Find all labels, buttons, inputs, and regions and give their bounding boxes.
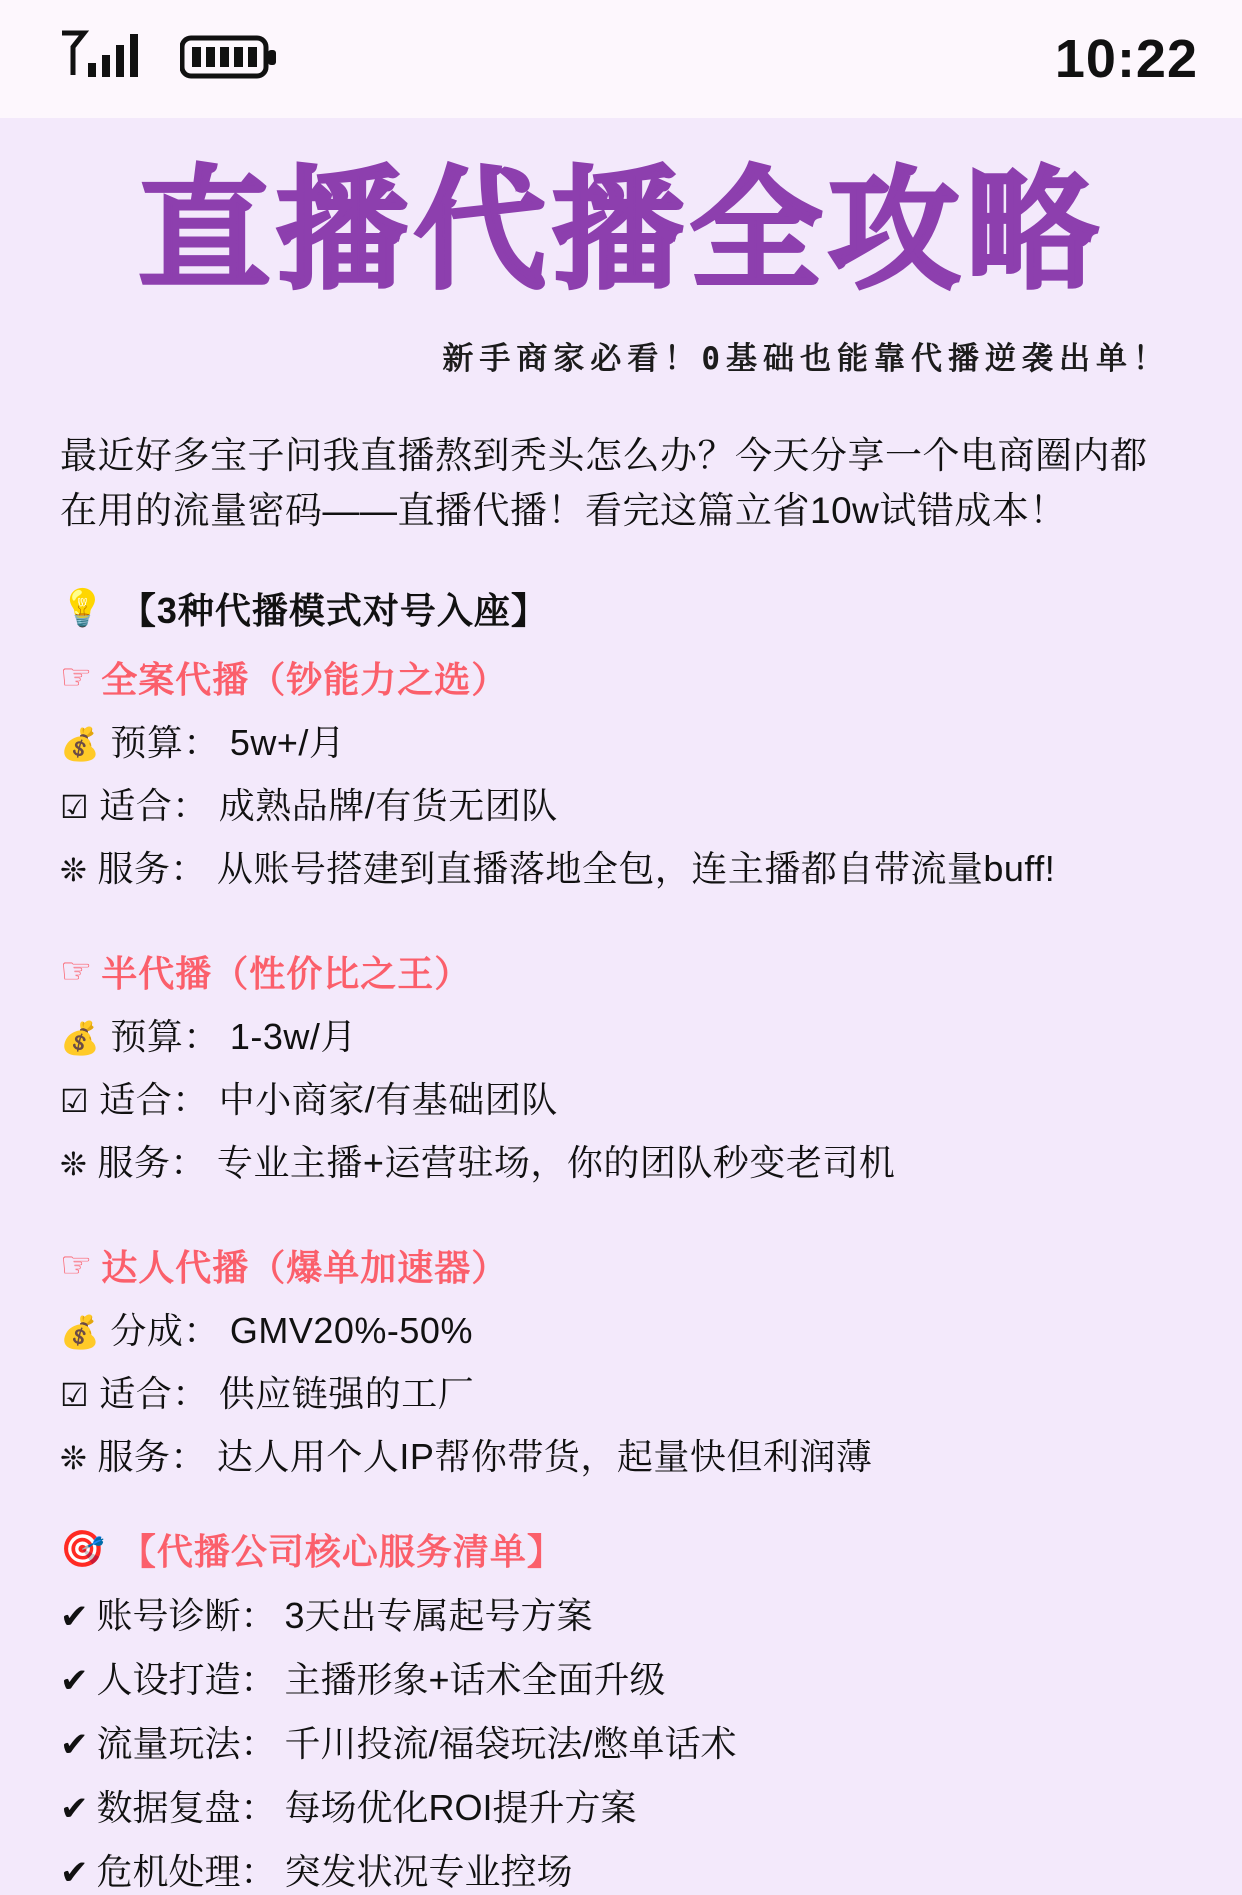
- lightbulb-icon: 💡: [60, 588, 106, 630]
- mode-title: [60, 652, 1182, 703]
- service-item: [60, 1652, 1182, 1703]
- check-box-icon: ☑: [60, 787, 90, 826]
- row-value: 中小商家/有基础团队: [218, 1078, 558, 1120]
- mode-title-text: 全案代播（钞能力之选）: [101, 658, 509, 700]
- service-value: 突发状况专业控场: [284, 1850, 573, 1892]
- service-label: 流量玩法：: [96, 1722, 277, 1764]
- check-box-icon: ☑: [60, 1081, 90, 1120]
- signal-bars-icon: [60, 29, 146, 90]
- mode-row-budget: [60, 715, 1182, 766]
- service-label: 账号诊断：: [96, 1594, 277, 1636]
- service-item: [60, 1780, 1182, 1831]
- modes-heading-text: 【3种代播模式对号入座】: [119, 589, 548, 631]
- sparkle-icon: ❊: [60, 850, 88, 889]
- row-value: 从账号搭建到直播落地全包，连主播都自带流量buff!: [216, 847, 1056, 889]
- mode-item: [60, 946, 1182, 1186]
- row-value: 5w+/月: [229, 721, 346, 763]
- mode-row-share: [60, 1303, 1182, 1354]
- target-icon: 🎯: [60, 1529, 106, 1571]
- service-label: 人设打造：: [96, 1658, 277, 1700]
- modes-section: [60, 583, 1182, 1480]
- row-label: 适合：: [99, 1078, 209, 1120]
- check-mark-icon: ✔: [60, 1661, 89, 1700]
- battery-full-icon: [180, 32, 278, 87]
- services-section-heading: [60, 1524, 1182, 1575]
- mode-title-text: 半代播（性价比之王）: [101, 952, 472, 994]
- pointing-hand-icon: ☞: [60, 1244, 94, 1286]
- service-value: 每场优化ROI提升方案: [284, 1786, 637, 1828]
- money-bag-icon: 💰: [60, 724, 101, 763]
- row-value: GMV20%-50%: [229, 1309, 473, 1351]
- check-mark-icon: ✔: [60, 1597, 89, 1636]
- row-value: 成熟品牌/有货无团队: [218, 784, 558, 826]
- service-value: 千川投流/福袋玩法/憋单话术: [284, 1722, 737, 1764]
- row-value: 供应链强的工厂: [218, 1372, 475, 1414]
- mode-row-budget: [60, 1009, 1182, 1060]
- row-value: 1-3w/月: [229, 1015, 357, 1057]
- pointing-hand-icon: ☞: [60, 656, 94, 698]
- pointing-hand-icon: ☞: [60, 950, 94, 992]
- service-value: 主播形象+话术全面升级: [284, 1658, 666, 1700]
- service-label: 数据复盘：: [96, 1786, 277, 1828]
- page-subtitle: 新手商家必看！0基础也能靠代播逆袭出单！: [442, 340, 1170, 377]
- mode-row-fit: [60, 1366, 1182, 1417]
- mode-row-service: [60, 1429, 1182, 1480]
- check-box-icon: ☑: [60, 1375, 90, 1414]
- money-bag-icon: 💰: [60, 1312, 101, 1351]
- service-label: 危机处理：: [96, 1850, 277, 1892]
- page-title: 直播代播全攻略: [138, 154, 1104, 308]
- row-label: 适合：: [99, 1372, 209, 1414]
- status-bar-time: 10:22: [1054, 29, 1198, 89]
- row-label: 适合：: [99, 784, 209, 826]
- modes-section-heading: [60, 583, 1182, 634]
- mode-row-fit: [60, 1072, 1182, 1123]
- mode-row-service: [60, 841, 1182, 892]
- services-heading-text: 【代播公司核心服务清单】: [119, 1530, 564, 1572]
- mode-title: [60, 1240, 1182, 1291]
- mode-title-text: 达人代播（爆单加速器）: [101, 1246, 509, 1288]
- check-mark-icon: ✔: [60, 1725, 89, 1764]
- row-label: 分成：: [110, 1309, 220, 1351]
- status-bar-left: [60, 29, 278, 90]
- sparkle-icon: ❊: [60, 1438, 88, 1477]
- row-label: 服务：: [97, 1435, 207, 1477]
- money-bag-icon: 💰: [60, 1018, 101, 1057]
- sparkle-icon: ❊: [60, 1144, 88, 1183]
- row-label: 预算：: [110, 1015, 220, 1057]
- mode-title: [60, 946, 1182, 997]
- check-mark-icon: ✔: [60, 1853, 89, 1892]
- mode-row-fit: [60, 778, 1182, 829]
- check-mark-icon: ✔: [60, 1789, 89, 1828]
- mode-row-service: [60, 1135, 1182, 1186]
- service-item: [60, 1844, 1182, 1895]
- row-label: 服务：: [97, 1141, 207, 1183]
- intro-paragraph: 最近好多宝子问我直播熬到秃头怎么办？今天分享一个电商圈内都在用的流量密码——直播代播！看完这篇立省10w试错成本！: [60, 434, 1148, 532]
- note-content: [0, 154, 1242, 1895]
- status-bar: [0, 0, 1242, 118]
- services-section: [60, 1524, 1182, 1895]
- row-value: 达人用个人IP帮你带货，起量快但利润薄: [216, 1435, 873, 1477]
- service-item: [60, 1716, 1182, 1767]
- row-label: 服务：: [97, 847, 207, 889]
- mode-item: [60, 1240, 1182, 1480]
- row-label: 预算：: [110, 721, 220, 763]
- service-value: 3天出专属起号方案: [284, 1594, 593, 1636]
- service-item: [60, 1588, 1182, 1639]
- row-value: 专业主播+运营驻场，你的团队秒变老司机: [216, 1141, 896, 1183]
- mode-item: [60, 652, 1182, 892]
